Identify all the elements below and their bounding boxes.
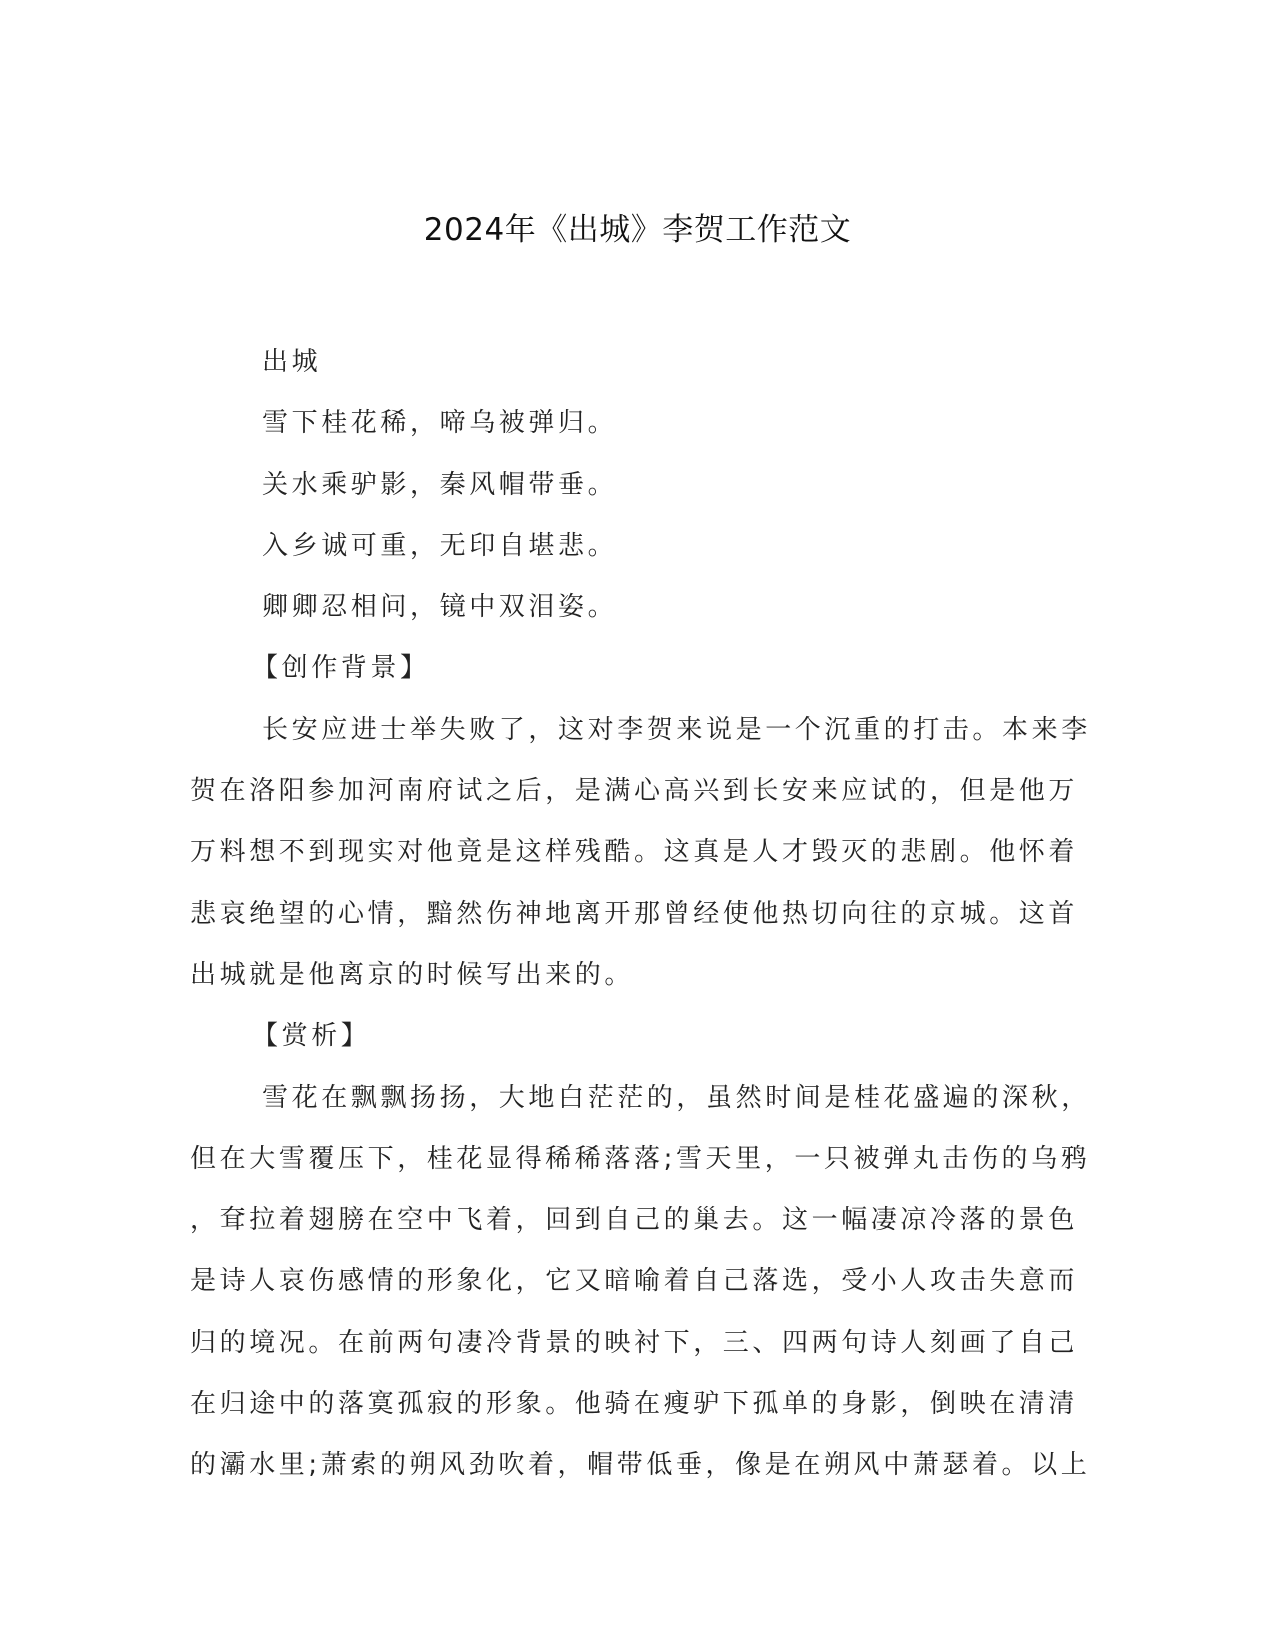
paragraph-line: 是诗人哀伤感情的形象化，它又暗喻着自己落选，受小人攻击失意而 (190, 1266, 1079, 1297)
paragraph-line: ，耷拉着翅膀在空中飞着，回到自己的巢去。这一幅凄凉冷落的景色 (190, 1205, 1079, 1236)
paragraph-line: 归的境况。在前两句凄冷背景的映衬下，三、四两句诗人刻画了自己 (190, 1327, 1079, 1358)
document-title: 2024年《出城》李贺工作范文 (423, 212, 852, 248)
poem-line: 入乡诚可重，无印自堪悲。 (262, 530, 618, 561)
poem-line: 雪下桂花稀，啼乌被弹归。 (262, 408, 618, 439)
paragraph-line: 的灞水里;萧索的朔风劲吹着，帽带低垂，像是在朔风中萧瑟着。以上 (190, 1450, 1091, 1481)
poem-line: 卿卿忍相问，镜中双泪姿。 (262, 592, 618, 623)
poem-title: 出城 (262, 347, 322, 377)
paragraph-line: 万料想不到现实对他竟是这样残酷。这真是人才毁灭的悲剧。他怀着 (190, 837, 1079, 868)
document-body (190, 332, 1090, 1497)
paragraph-line: 贺在洛阳参加河南府试之后，是满心高兴到长安来应试的，但是他万 (190, 776, 1079, 807)
section-heading-background: 【创作背景】 (252, 653, 430, 684)
paragraph-line: 悲哀绝望的心情，黯然伤神地离开那曾经使他热切向往的京城。这首 (190, 898, 1079, 929)
paragraph-line: 但在大雪覆压下，桂花显得稀稀落落;雪天里，一只被弹丸击伤的乌鸦 (190, 1143, 1091, 1174)
paragraph-line: 雪花在飘飘扬扬，大地白茫茫的，虽然时间是桂花盛遍的深秋， (262, 1082, 1091, 1113)
poem-line: 关水乘驴影，秦风帽带垂。 (262, 469, 618, 500)
paragraph-line: 在归途中的落寞孤寂的形象。他骑在瘦驴下孤单的身影，倒映在清清 (190, 1389, 1079, 1420)
paragraph-line: 出城就是他离京的时候写出来的。 (190, 959, 635, 990)
section-heading-analysis: 【赏析】 (252, 1021, 371, 1052)
paragraph-line: 长安应进士举失败了，这对李贺来说是一个沉重的打击。本来李 (262, 714, 1091, 745)
